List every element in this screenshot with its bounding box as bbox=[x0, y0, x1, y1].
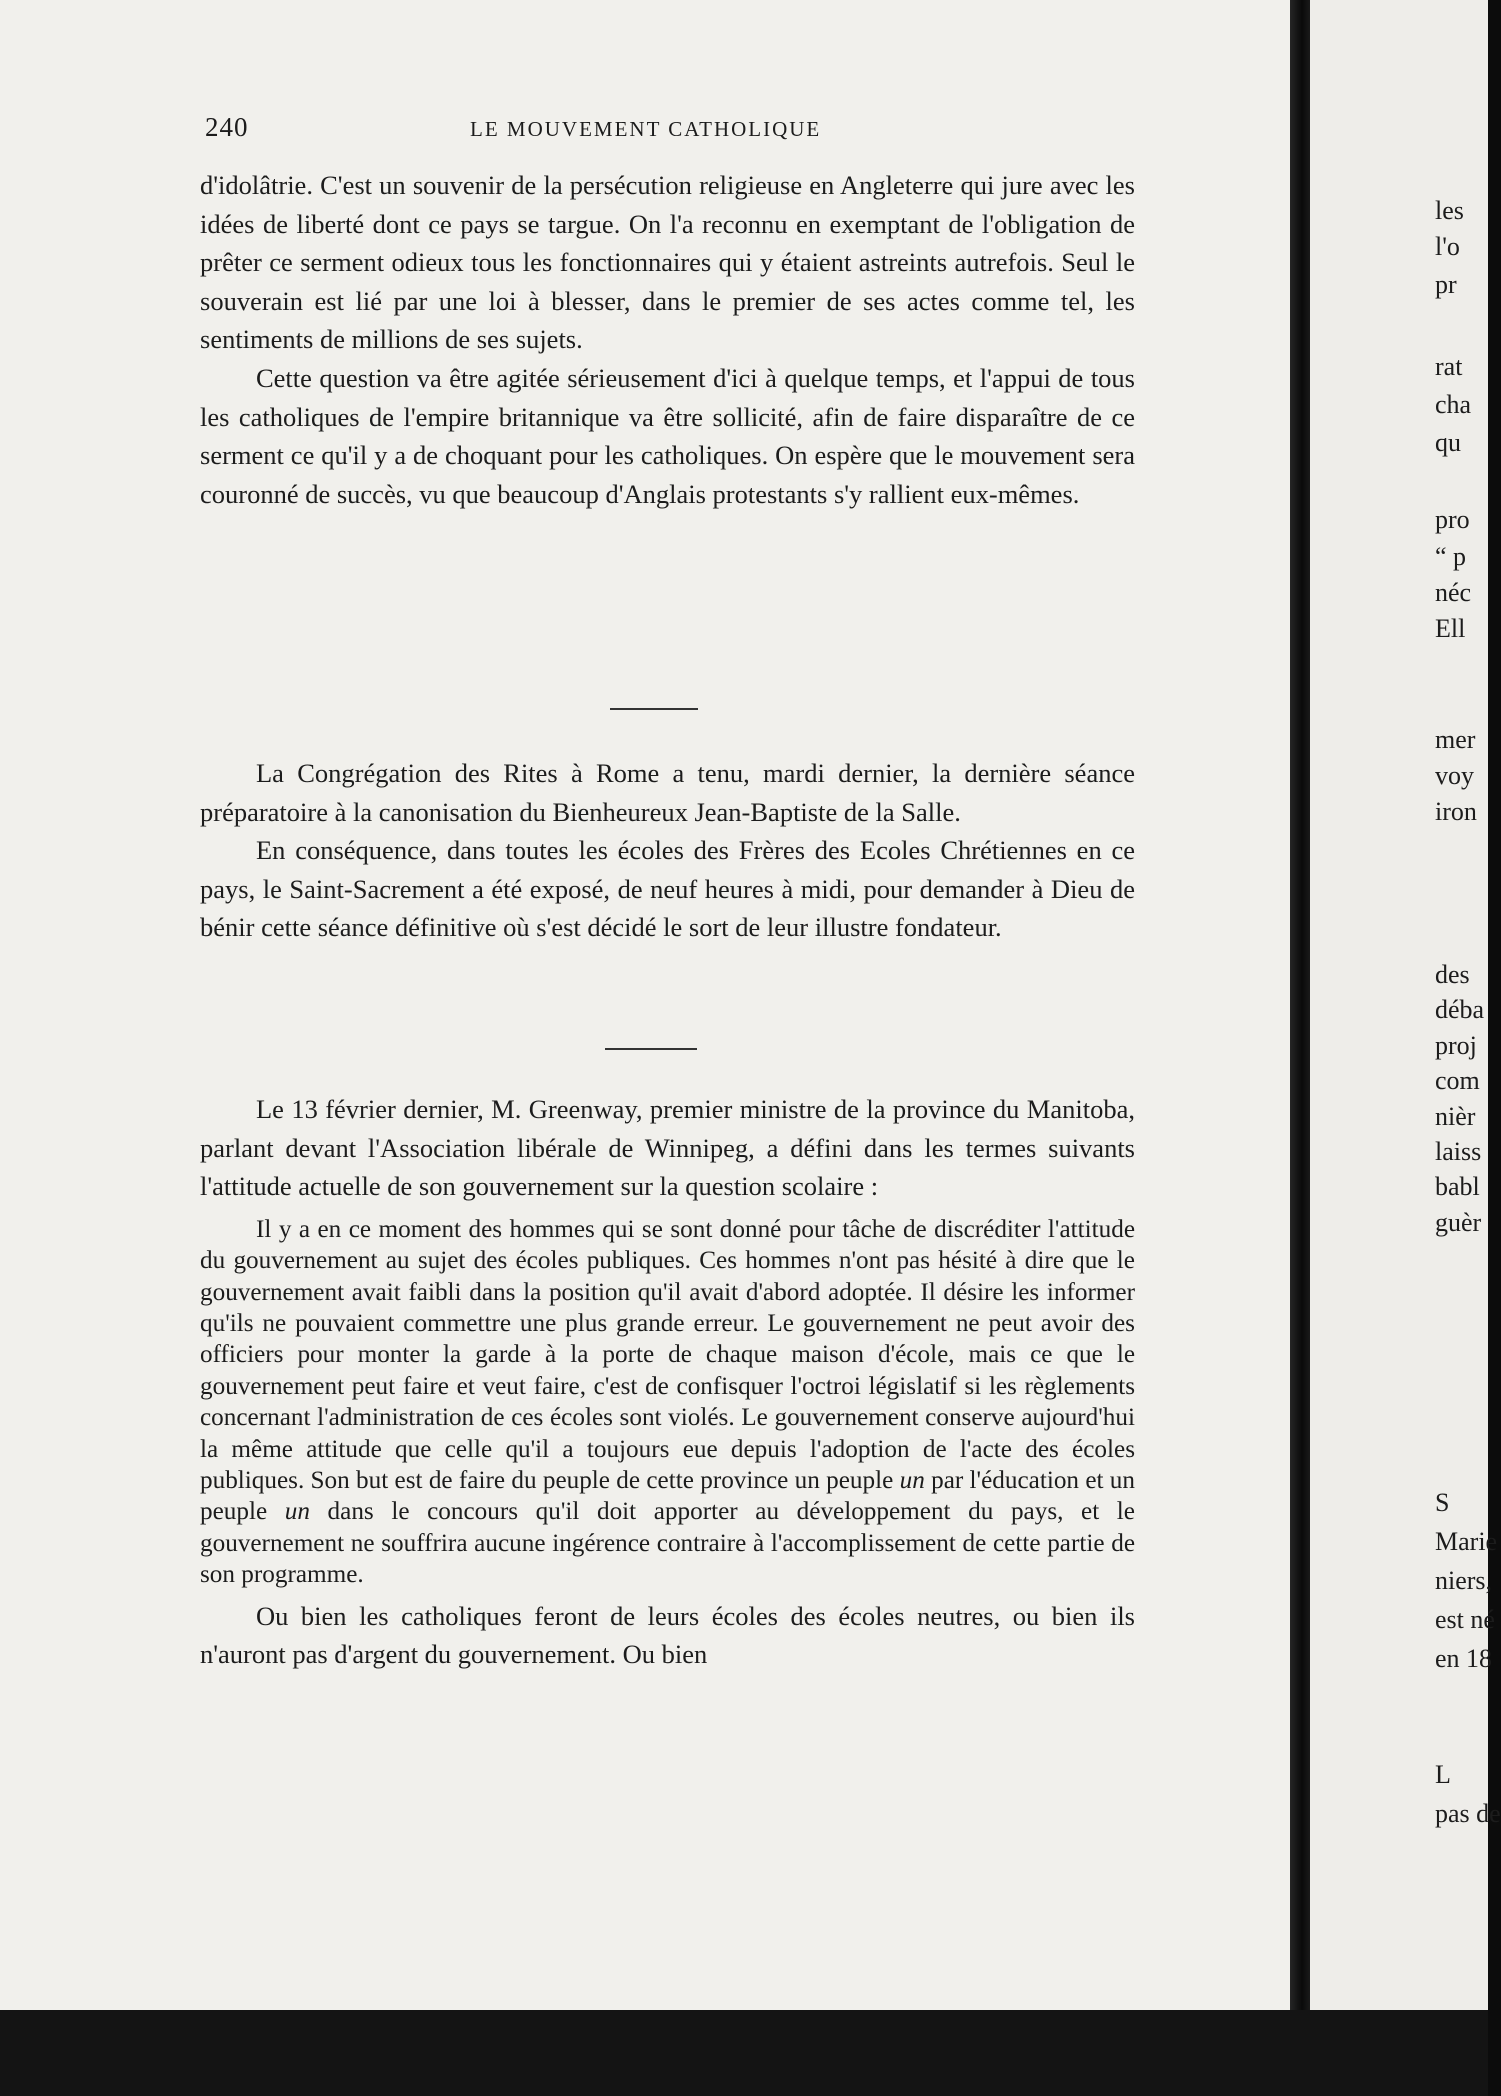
book-gutter bbox=[1290, 0, 1310, 2010]
quote-text-part-3: dans le concours qu'il doit apporter au développement du pays, et le gouvernement ne souffrira aucune ingérence contraire à l'accomplissement de cette partie de son programme. bbox=[200, 1498, 1135, 1589]
paragraph-greenway-intro: Le 13 février dernier, M. Greenway, premier ministre de la province du Manitoba, parlant devant l'Association libérale de Winnipeg, a défini dans les termes suivants l'attitude actuelle de son gouvernement sur la question scolaire : bbox=[200, 1094, 1135, 1202]
facing-fragment: qu bbox=[1435, 428, 1461, 457]
running-title: LE MOUVEMENT CATHOLIQUE bbox=[470, 117, 822, 141]
facing-fragment: niers, bbox=[1435, 1566, 1493, 1595]
facing-fragment: L bbox=[1435, 1760, 1451, 1789]
quote-text-part-2: par l'éducation et un peuple bbox=[200, 1467, 1135, 1526]
facing-fragment: iron bbox=[1435, 797, 1477, 826]
page-number: 240 bbox=[205, 112, 249, 142]
facing-fragment: des bbox=[1435, 960, 1470, 989]
facing-fragment: guèr bbox=[1435, 1208, 1482, 1237]
paragraph-conclusion: Ou bien les catholiques feront de leurs écoles des écoles neutres, ou bien ils n'auront pas d'argent du gouvernement. Ou bien bbox=[200, 1600, 1135, 1670]
facing-fragment: les bbox=[1435, 196, 1464, 225]
facing-fragment: Marie bbox=[1435, 1527, 1498, 1556]
paragraph-oath-2: Cette question va être agitée sérieusement d'ici à quelque temps, et l'appui de tous les catholiques de l'empire britannique va être sollicité, afin de faire disparaître de ce serment ce qu'il y a de choquant pour les catholiques. On espère que le mouvement sera couronné de succès, vu que beaucoup d'Anglais protestants s'y rallient eux-mêmes. bbox=[200, 362, 1135, 509]
scan-bottom-border bbox=[0, 2010, 1488, 2096]
facing-fragment: néc bbox=[1435, 578, 1472, 607]
section-canonisation bbox=[200, 754, 1135, 947]
facing-fragment: rat bbox=[1435, 352, 1463, 381]
facing-fragment: pr bbox=[1435, 270, 1457, 299]
facing-fragment: est né bbox=[1435, 1605, 1495, 1634]
facing-fragment: babl bbox=[1435, 1172, 1480, 1201]
paragraph-canonisation-2: En conséquence, dans toutes les écoles des Frères des Ecoles Chrétiennes en ce pays, le Saint-Sacrement a été exposé, de neuf heures à midi, pour demander à Dieu de bénir cette séance définitive où s'est décidé le sort de leur illustre fondateur. bbox=[200, 835, 1135, 943]
section-manitoba bbox=[200, 1090, 1135, 1674]
quotation-paragraph bbox=[200, 1214, 1135, 1591]
facing-fragment: pas de bbox=[1435, 1799, 1501, 1828]
facing-fragment: proj bbox=[1435, 1031, 1477, 1060]
quote-emphasis-un-2: un bbox=[284, 1498, 310, 1526]
facing-fragment: l'o bbox=[1435, 232, 1460, 261]
facing-fragment: en 18 bbox=[1435, 1644, 1493, 1673]
quote-emphasis-un-1: un bbox=[899, 1467, 925, 1495]
section-divider-1 bbox=[610, 708, 698, 710]
facing-fragment: déba bbox=[1435, 995, 1485, 1024]
facing-fragment: voy bbox=[1435, 761, 1474, 790]
quote-text-part-1: Il y a en ce moment des hommes qui se sont donné pour tâche de discréditer l'attitude du gouvernement au sujet des écoles publiques. Ces hommes n'ont pas hésité à dire que le gouvernement avait faibli dans la position qu'il avait d'abord adoptée. Il désire les informer qu'ils ne pouvaient commettre une plus grande erreur. Le gouvernement ne peut avoir des officiers pour monter la garde à la porte de chaque maison d'école, mais ce que le gouvernement peut faire et veut faire, c'est de confisquer l'octroi législatif si les règlements concernant l'administration de ces écoles sont violés. Le gouvernement conserve aujourd'hui la même attitude que celle qu'il a toujours eue depuis l'adoption de l'acte des écoles publiques. Son but est de faire du peuple de cette province un peuple bbox=[200, 1215, 1135, 1495]
facing-fragment: Ell bbox=[1435, 614, 1466, 643]
facing-fragment: laiss bbox=[1435, 1137, 1482, 1166]
facing-fragment: cha bbox=[1435, 390, 1472, 419]
page-header bbox=[205, 112, 1135, 152]
section-divider-2 bbox=[605, 1048, 697, 1050]
facing-fragment: nièr bbox=[1435, 1102, 1476, 1131]
section-oath bbox=[200, 166, 1135, 513]
greenway-quotation bbox=[200, 1214, 1135, 1591]
facing-fragment: mer bbox=[1435, 725, 1476, 754]
facing-fragment: “ p bbox=[1435, 542, 1467, 571]
paragraph-oath-1: d'idolâtrie. C'est un souvenir de la persécution religieuse en Angleterre qui jure avec les idées de liberté dont ce pays se targue. On l'a reconnu en exemptant de l'obligation de prêter ce serment odieux tous les fonctionnaires qui y étaient astreints autrefois. Seul le souverain est lié par une loi à blesser, dans le premier de ses actes comme tel, les sentiments de millions de ses sujets. bbox=[200, 170, 1135, 355]
facing-fragment: com bbox=[1435, 1066, 1480, 1095]
facing-fragment: S bbox=[1435, 1488, 1450, 1517]
paragraph-canonisation-1: La Congrégation des Rites à Rome a tenu, mardi dernier, la dernière séance préparatoire à la canonisation du Bienheureux Jean-Baptiste de la Salle. bbox=[200, 758, 1135, 827]
facing-fragment: pro bbox=[1435, 505, 1470, 534]
